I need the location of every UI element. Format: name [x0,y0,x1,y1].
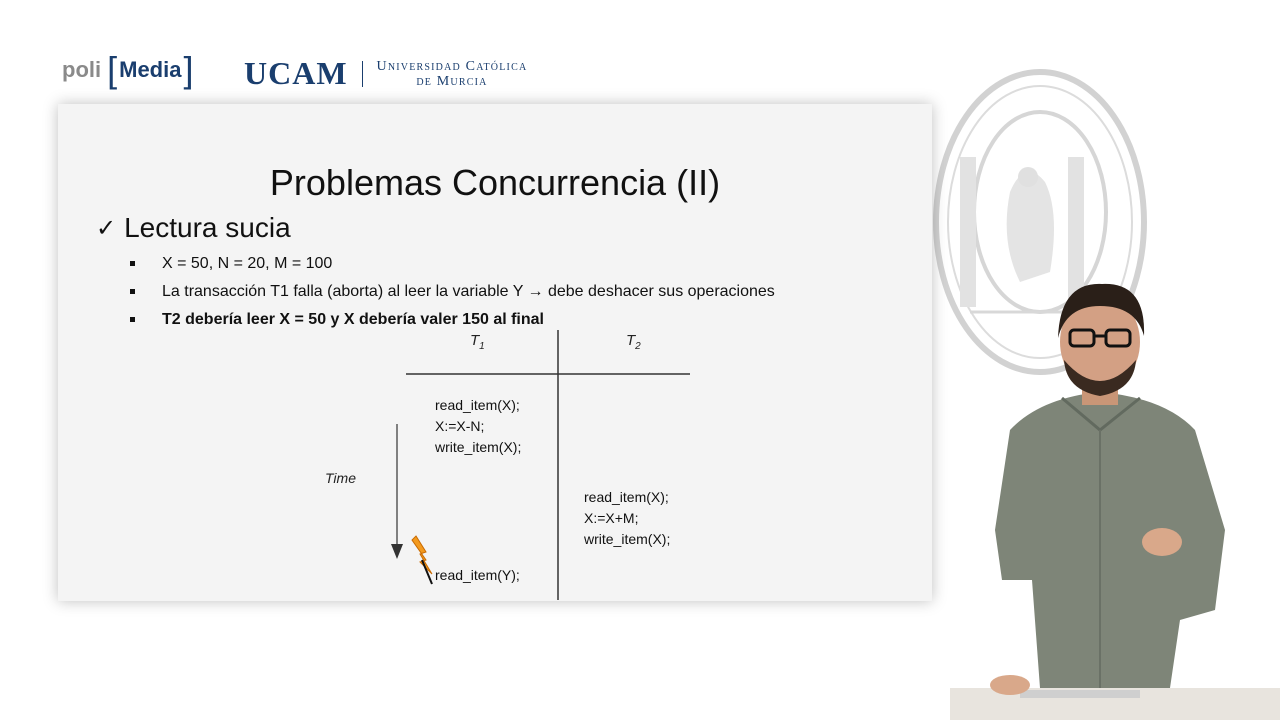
schedule-lines [58,104,932,601]
t1-header-sub: 1 [479,341,485,352]
ucam-logo [244,55,527,92]
presenter-figure [950,280,1280,720]
t2-header-sub: 2 [635,341,641,352]
t1-operations-block-1 [435,395,521,458]
operation-line: X:=X-N; [435,418,485,434]
right-bracket: ] [183,49,194,90]
bullet-text: X = 50, N = 20, M = 100 [162,255,333,272]
poli-text: poli [62,57,102,82]
operation-line: read_item(X); [584,489,669,505]
slide-title: Problemas Concurrencia (II) [269,162,721,203]
operation-line: X:=X+M; [584,510,639,526]
logo-divider [362,61,363,87]
t2-header [626,332,641,352]
t1-header-letter: T [470,332,480,349]
checkmark-icon: ✓ [96,214,117,242]
lightning-bolt-icon [412,536,432,584]
polimedia-logo [62,50,194,90]
t2-header-letter: T [626,332,636,349]
university-line-1: Universidad Católica [376,58,528,74]
bullet-text: La transacción T1 falla (aborta) al leer la variable Y → debe deshacer sus operaciones [162,283,775,300]
t2-operations-block-1 [584,487,670,550]
media-text: Media [119,57,182,82]
operation-line: read_item(X); [435,397,520,413]
schedule-diagram [58,104,932,601]
time-label: Time [325,470,356,486]
slide-panel [58,104,932,601]
t1-operations-block-2 [435,565,520,586]
operation-line: read_item(Y); [435,567,520,583]
university-line-2: de Murcia [416,73,488,89]
left-bracket: [ [107,49,118,90]
operation-line: write_item(X); [584,531,671,547]
subtitle-text: Lectura sucia [124,212,291,243]
bullet-text: T2 debería leer X = 50 y X debería valer 150 al final [162,311,544,328]
t1-header [470,332,485,352]
ucam-text: UCAM [244,55,348,91]
university-name [377,59,528,89]
operation-line: write_item(X); [435,439,522,455]
